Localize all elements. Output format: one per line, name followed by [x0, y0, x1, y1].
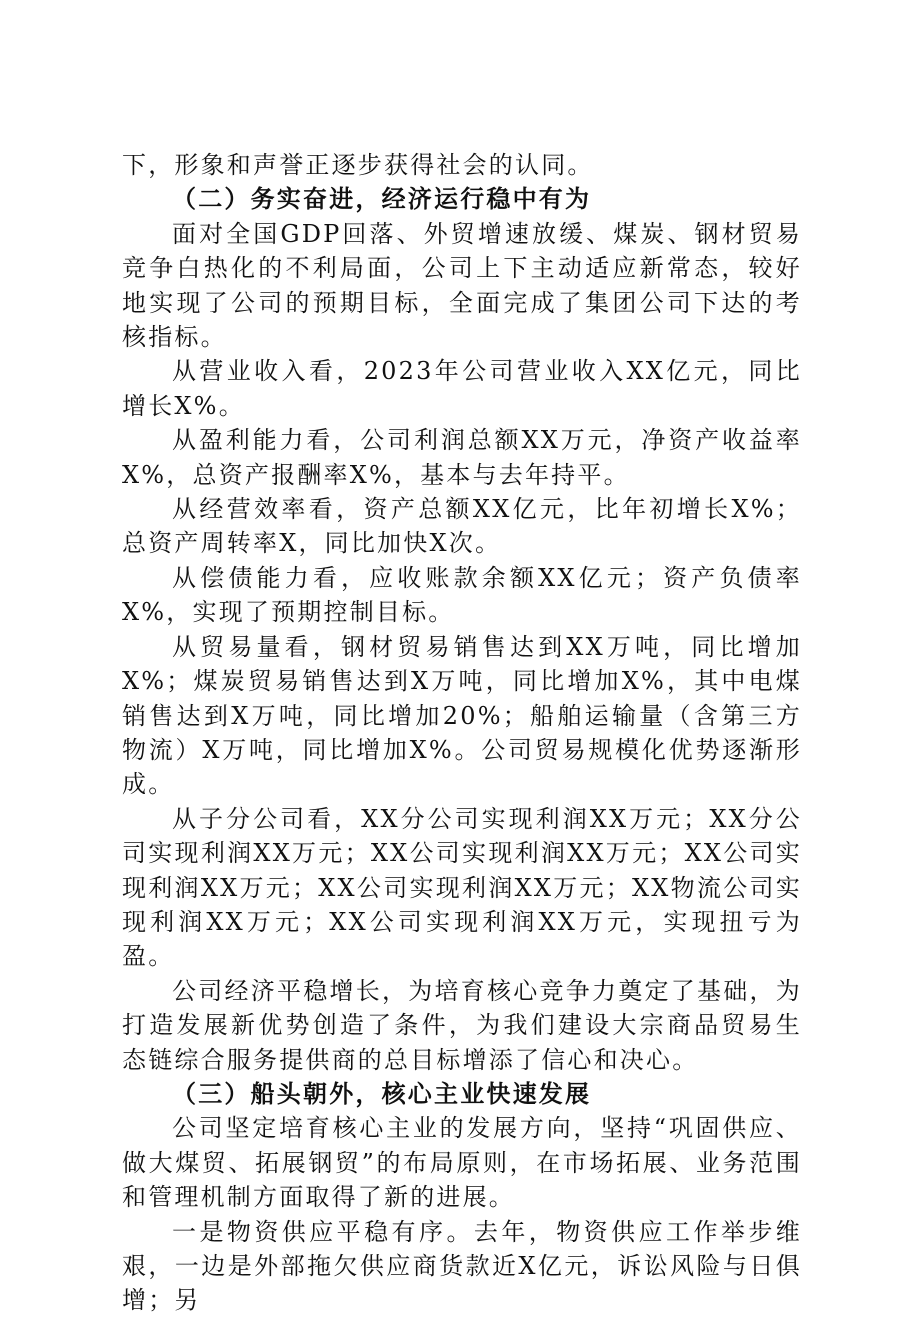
paragraph-revenue: 从营业收入看，2023年公司营业收入XX亿元，同比增长X%。 [122, 357, 802, 420]
paragraph-efficiency: 从经营效率看，资产总额XX亿元，比年初增长X%；总资产周转率X，同比加快X次。 [122, 495, 802, 558]
paragraph-summary: 公司经济平稳增长，为培育核心竞争力奠定了基础，为打造发展新优势创造了条件，为我们建设大宗商品贸易生态链综合服务提供商的总目标增添了信心和决心。 [122, 976, 802, 1074]
paragraph-core-business: 公司坚定培育核心主业的发展方向，坚持“巩固供应、做大煤贸、拓展钢贸”的布局原则，在市场拓展、业务范围和管理机制方面取得了新的进展。 [122, 1114, 802, 1212]
paragraph-overview: 面对全国GDP回落、外贸增速放缓、煤炭、钢材贸易竞争白热化的不利局面，公司上下主动适应新常态，较好地实现了公司的预期目标，全面完成了集团公司下达的考核指标。 [122, 219, 802, 352]
paragraph-continuation: 下，形象和声誉正逐步获得社会的认同。 [122, 151, 594, 179]
paragraph-solvency: 从偿债能力看，应收账款余额XX亿元；资产负债率X%，实现了预期控制目标。 [122, 563, 802, 627]
paragraph-subsidiaries: 从子分公司看，XX分公司实现利润XX万元；XX分公司实现利润XX万元；XX公司实现利润XX万元；XX公司实现利润XX万元；XX公司实现利润XX万元；XX物流公司实现利润XX万元；XX公司实现利润XX万元，实现扭亏为盈。 [122, 804, 802, 971]
document-page [122, 148, 802, 1318]
paragraph-supply: 一是物资供应平稳有序。去年，物资供应工作举步维艰，一边是外部拖欠供应商货款近X亿元，诉讼风险与日俱增；另 [122, 1217, 802, 1315]
section-heading-2: （二）务实奋进，经济运行稳中有为 [172, 184, 592, 214]
paragraph-trade-volume: 从贸易量看，钢材贸易销售达到XX万吨，同比增加X%；煤炭贸易销售达到X万吨，同比增加X%，其中电煤销售达到X万吨，同比增加20%；船舶运输量（含第三方物流）X万吨，同比增加X%。公司贸易规模化优势逐渐形成。 [122, 632, 802, 799]
section-heading-3: （三）船头朝外，核心主业快速发展 [172, 1078, 592, 1108]
paragraph-profitability: 从盈利能力看，公司利润总额XX万元，净资产收益率X%，总资产报酬率X%，基本与去年持平。 [122, 426, 802, 489]
